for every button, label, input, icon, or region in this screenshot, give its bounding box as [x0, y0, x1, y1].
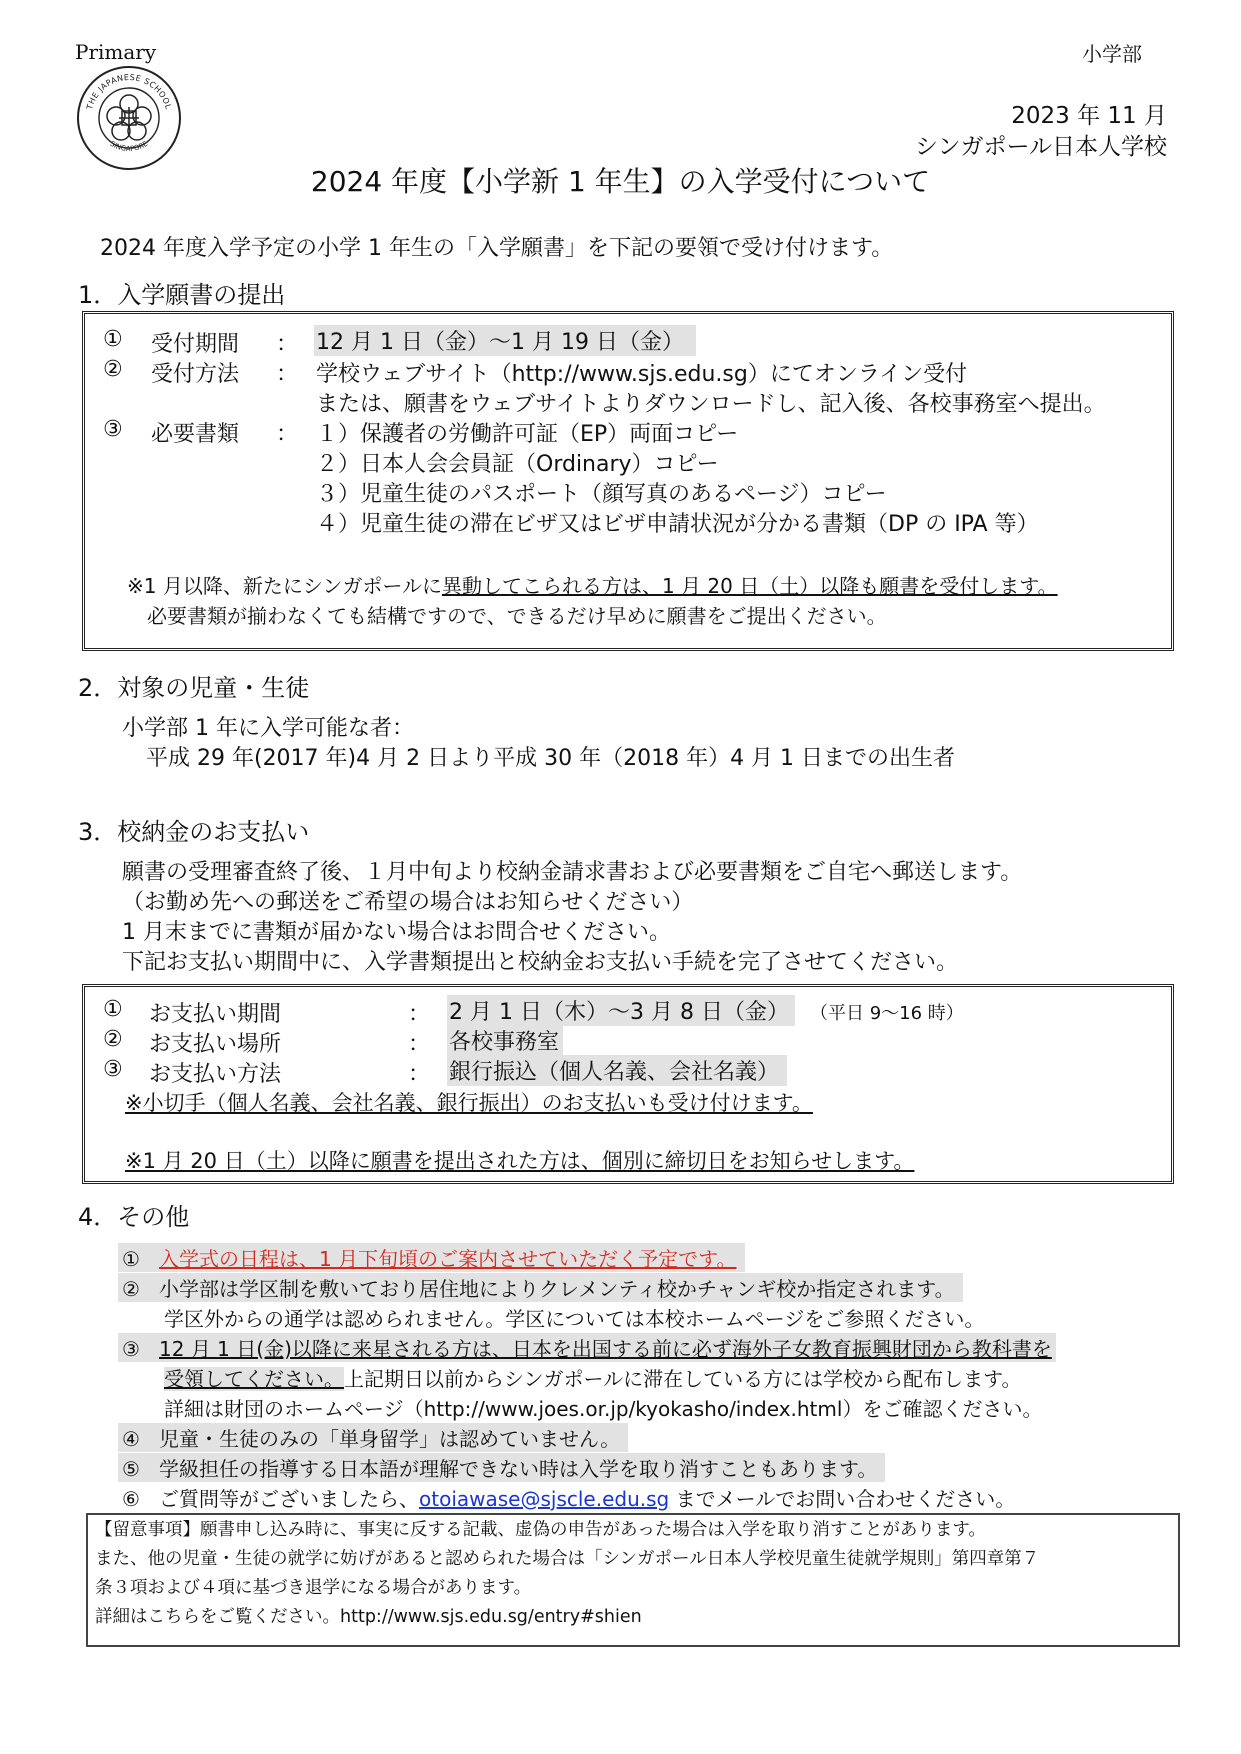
eligibility-line-2: 平成 29 年(2017 年)4 月 2 日より平成 30 年（2018 年）4 月 1 日までの出生者	[146, 746, 956, 771]
payment-hours: （平日 9～16 時）	[810, 1003, 964, 1024]
other-item-6-post: までメールでお問い合わせください。	[675, 1487, 1016, 1511]
pay-row-1-label: お支払い期間	[149, 1002, 282, 1027]
other-item-3-line-2	[164, 1363, 1022, 1392]
header-dept-label: 小学部	[1082, 42, 1142, 66]
svg-text:SINGAPORE	[109, 140, 150, 153]
other-item-3-underlined: 受領してください。	[164, 1367, 344, 1391]
payment-note-2: ※1 月 20 日（土）以降に願書を提出された方は、個別に締切日をお知らせします。	[125, 1149, 915, 1173]
other-item-3-rest: 上記期日以前からシンガポールに滞在している方には学校から配布します。	[344, 1367, 1022, 1391]
row-1-number: ①	[103, 327, 123, 352]
pay-row-3-label: お支払い方法	[149, 1062, 282, 1087]
other-item-4-number: ④	[122, 1427, 140, 1451]
row-2-number: ②	[103, 357, 123, 382]
notice-line-4: 詳細はこちらをご覧ください。http://www.sjs.edu.sg/entry#shien	[95, 1607, 642, 1627]
acceptance-method-line-1: 学校ウェブサイト（http://www.sjs.edu.sg）にてオンライン受付	[316, 362, 968, 387]
other-item-3	[118, 1333, 1056, 1362]
other-item-2	[118, 1273, 963, 1302]
contact-email-link[interactable]: otoiawase@sjscle.edu.sg	[419, 1487, 670, 1511]
payment-paragraph-4: 下記お支払い期間中に、入学書類提出と校納金お支払い手続を完了させてください。	[122, 950, 959, 975]
school-logo	[75, 64, 183, 172]
other-item-6-pre: ご質問等がございましたら、	[159, 1487, 420, 1511]
pay-row-2-number: ②	[103, 1027, 123, 1052]
page-title: 2024 年度【小学新 1 年生】の入学受付について	[310, 165, 931, 198]
other-item-5	[118, 1453, 885, 1482]
school-name: シンガポール日本人学校	[915, 134, 1167, 160]
entrance-ceremony-notice: 入学式の日程は、1 月下旬頃のご案内させていただく予定です。	[159, 1247, 737, 1271]
note-1-plain: ※1 月以降、新たにシンガポールに	[127, 574, 442, 598]
eligibility-line-1: 小学部 1 年に入学可能な者：	[122, 716, 414, 741]
row-1-label: 受付期間	[151, 332, 240, 357]
other-item-5-number: ⑤	[122, 1457, 140, 1481]
required-doc-item: １）保護者の労働許可証（EP）両面コピー	[316, 422, 739, 447]
payment-period: 2 月 1 日（木）～3 月 8 日（金）	[447, 995, 795, 1026]
row-1-colon: ：	[276, 332, 299, 357]
other-item-6-number: ⑥	[122, 1487, 140, 1511]
other-item-4	[118, 1423, 628, 1452]
required-doc-item: ４）児童生徒の滞在ビザ又はビザ申請状況が分かる書類（DP の IPA 等）	[316, 512, 1039, 537]
notice-line-1: 【留意事項】願書申し込み時に、事実に反する記載、虚偽の申告があった場合は入学を取り消すことがあります。	[95, 1520, 986, 1540]
required-doc-item: ３）児童生徒のパスポート（顔写真のあるページ）コピー	[316, 482, 887, 507]
section-1-heading: 1．入学願書の提出	[78, 281, 286, 309]
row-3-colon: ：	[276, 422, 299, 447]
payment-place: 各校事務室	[447, 1025, 563, 1056]
other-item-3-line-3: 詳細は財団のホームページ（http://www.joes.or.jp/kyokasho/index.html）をご確認ください。	[164, 1397, 1043, 1421]
section-3-heading: 3．校納金のお支払い	[78, 818, 310, 846]
section-4-heading: 4．その他	[78, 1203, 190, 1231]
payment-note-1: ※小切手（個人名義、会社名義、銀行振出）のお支払いも受け付けます。	[125, 1091, 813, 1115]
note-1-underlined: 異動してこられる方は、1 月 20 日（土）以降も願書を受付します。	[441, 574, 1058, 598]
notice-line-2: また、他の児童・生徒の就学に妨げがあると認められた場合は「シンガポール日本人学校児童生徒就学規則」第四章第７	[95, 1549, 1040, 1569]
section-1-note-2: 必要書類が揃わなくても結構ですので、できるだけ早めに願書をご提出ください。	[147, 604, 887, 628]
other-item-2-number: ②	[122, 1277, 140, 1301]
notice-line-3: 条３項および４項に基づき退学になる場合があります。	[95, 1578, 532, 1598]
logo-text-bottom: SINGAPORE	[108, 139, 150, 153]
required-doc-item: ２）日本人会会員証（Ordinary）コピー	[316, 452, 719, 477]
payment-paragraph-3: 1 月末までに書類が届かない場合はお問合せください。	[122, 920, 671, 945]
intro-text: 2024 年度入学予定の小学 1 年生の「入学願書」を下記の要領で受け付けます。	[100, 236, 894, 261]
other-item-2-text: 小学部は学区制を敷いており居住地によりクレメンティ校かチャンギ校か指定されます。	[159, 1277, 955, 1301]
header-primary-label: Primary	[75, 40, 157, 64]
payment-paragraph-1: 願書の受理審査終了後、１月中旬より校納金請求書および必要書類をご自宅へ郵送します。	[122, 860, 1023, 885]
acceptance-period: 12 月 1 日（金）～1 月 19 日（金）	[314, 325, 696, 356]
payment-method: 銀行振込（個人名義、会社名義）	[447, 1055, 787, 1086]
other-item-2-line-2: 学区外からの通学は認められません。学区については本校ホームページをご参照ください。	[164, 1307, 985, 1331]
other-item-1	[118, 1243, 745, 1272]
other-item-1-number: ①	[122, 1247, 140, 1271]
row-2-label: 受付方法	[151, 362, 240, 387]
logo-text-top: THE JAPANESE SCHOOL	[85, 72, 173, 111]
section-1-note-1	[127, 570, 1058, 599]
document-date: 2023 年 11 月	[1011, 103, 1167, 129]
flower-emblem-icon	[107, 95, 151, 140]
pay-row-2-label: お支払い場所	[149, 1032, 282, 1057]
pay-row-3-number: ③	[103, 1057, 123, 1082]
pay-row-2-colon: ：	[408, 1032, 431, 1057]
row-3-label: 必要書類	[151, 422, 240, 447]
pay-row-1-number: ①	[103, 997, 123, 1022]
acceptance-method-line-2: または、願書をウェブサイトよりダウンロードし、記入後、各校事務室へ提出。	[316, 392, 1106, 417]
other-item-6	[122, 1483, 1015, 1512]
other-item-3-text: 12 月 1 日(金)以降に来星される方は、日本を出国する前に必ず海外子女教育振興財団から教科書を	[159, 1337, 1052, 1361]
row-2-colon: ：	[276, 362, 299, 387]
other-item-5-text: 学級担任の指導する日本語が理解できない時は入学を取り消すこともあります。	[159, 1457, 878, 1481]
pay-row-3-colon: ：	[408, 1062, 431, 1087]
section-2-heading: 2．対象の児童・生徒	[78, 674, 310, 702]
pay-row-1-colon: ：	[408, 1002, 431, 1027]
row-3-number: ③	[103, 417, 123, 442]
payment-paragraph-2: （お勤め先への郵送をご希望の場合はお知らせください）	[122, 890, 694, 915]
other-item-3-number: ③	[122, 1337, 140, 1361]
other-item-4-text: 児童・生徒のみの「単身留学」は認めていません。	[159, 1427, 621, 1451]
